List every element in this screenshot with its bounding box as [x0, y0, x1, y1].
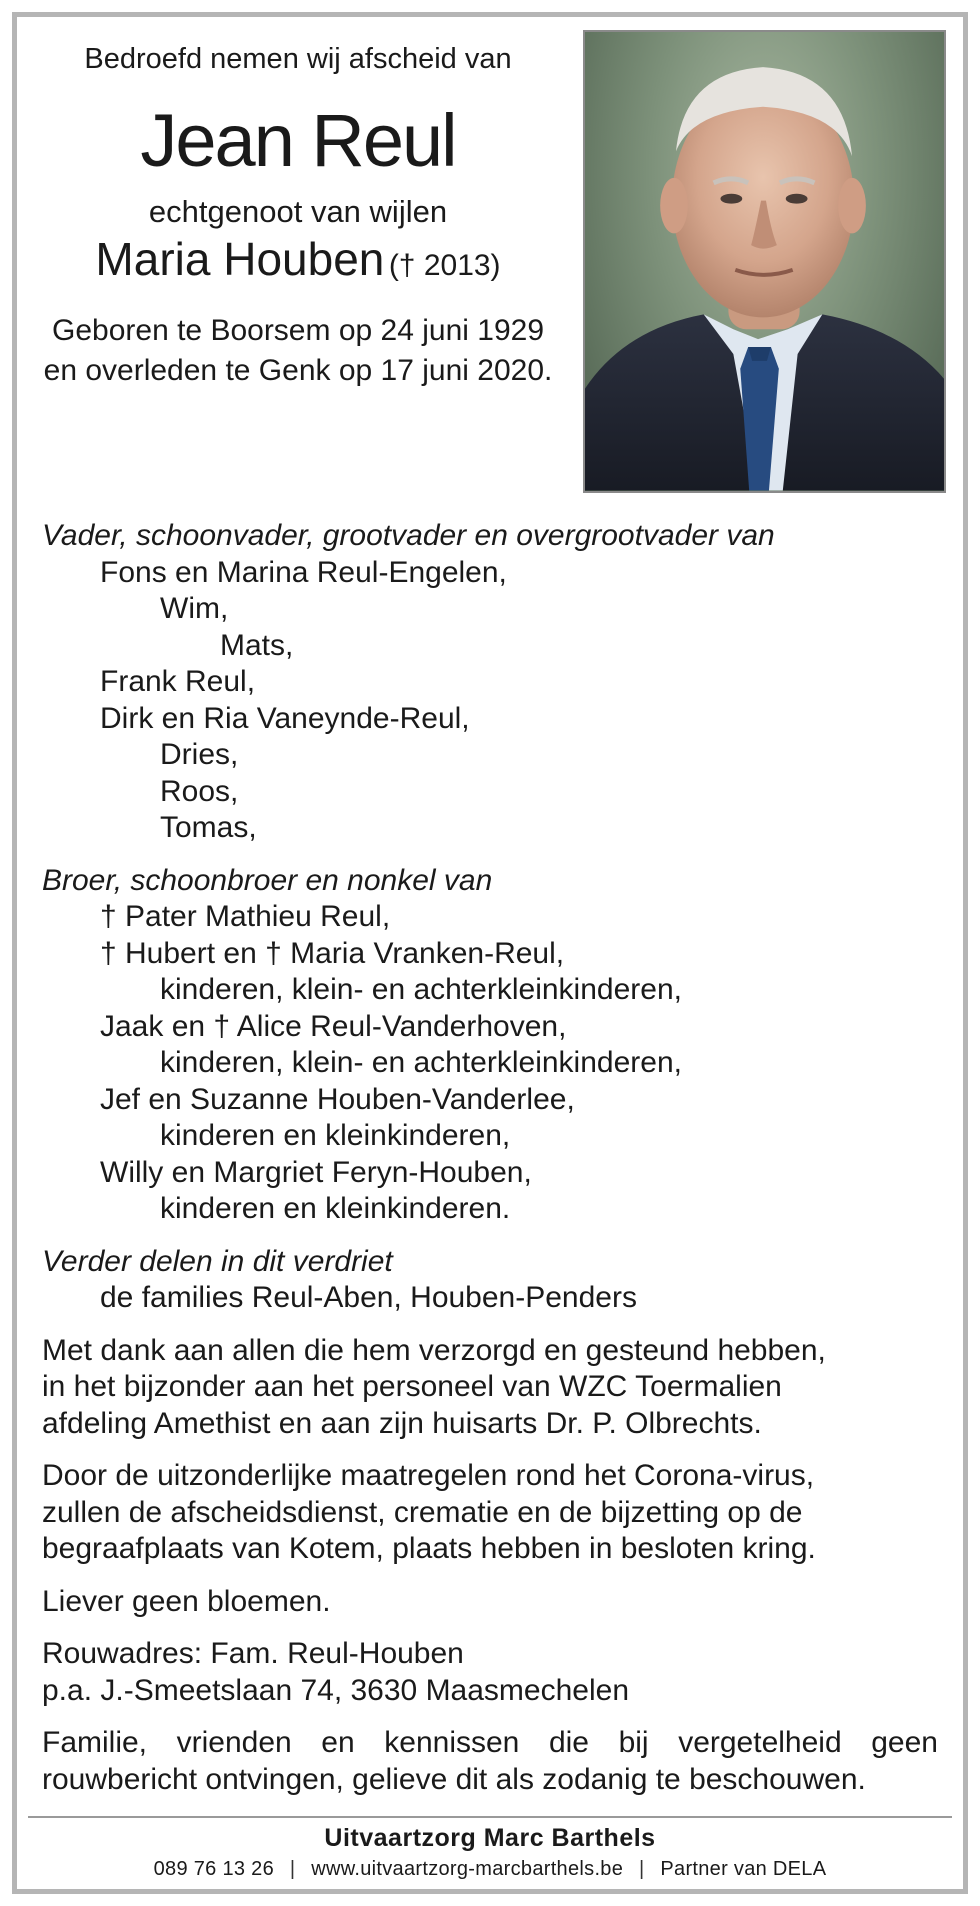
family-line: Fons en Marina Reul-Engelen,	[100, 555, 507, 589]
funeral-home-name: Uitvaartzorg Marc Barthels	[324, 1824, 656, 1852]
portrait-illustration	[585, 32, 944, 491]
corona-line: zullen de afscheidsdienst, crematie en de bijzetting op de	[42, 1495, 803, 1529]
family-line: Willy en Margriet Feryn-Houben,	[100, 1155, 532, 1189]
deceased-name: Jean Reul	[140, 99, 456, 182]
family-line: † Hubert en † Maria Vranken-Reul,	[100, 936, 565, 970]
died-line: en overleden te Genk op 17 juni 2020.	[43, 354, 553, 387]
others-heading: Verder delen in dit verdriet	[42, 1244, 393, 1278]
address-line: Rouwadres: Fam. Reul-Houben	[42, 1637, 464, 1670]
notice-paragraph	[42, 1725, 938, 1798]
footer-separator: |	[289, 1858, 296, 1880]
footer-partner: Partner van DELA	[660, 1858, 827, 1880]
siblings-section	[42, 863, 938, 1228]
thanks-line: afdeling Amethist en aan zijn huisarts Dr. P. Olbrechts.	[42, 1406, 762, 1440]
thanks-line: in het bijzonder aan het personeel van WZC Toermalien	[42, 1370, 782, 1403]
spouse-death-year: († 2013)	[388, 249, 501, 282]
footer-contact	[28, 1854, 952, 1884]
notice-line: rouwbericht ontvingen, gelieve dit als zodanig te beschouwen.	[42, 1762, 866, 1796]
children-heading: Vader, schoonvader, grootvader en overgrootvader van	[42, 519, 775, 552]
family-line: Frank Reul,	[100, 665, 256, 698]
spouse-label: echtgenoot van wijlen	[148, 194, 448, 229]
siblings-heading: Broer, schoonbroer en nonkel van	[42, 863, 493, 897]
spouse-name: Maria Houben	[95, 233, 385, 285]
family-line: kinderen en kleinkinderen,	[160, 1119, 511, 1152]
obituary-header	[18, 25, 578, 391]
spouse-line	[18, 231, 578, 287]
mourning-address	[42, 1636, 938, 1709]
born-line: Geboren te Boorsem op 24 juni 1929	[52, 314, 544, 347]
notice-line: Familie, vrienden en kennissen die bij vergetelheid geen	[42, 1726, 938, 1759]
funeral-home-footer	[28, 1816, 952, 1884]
family-line: Jef en Suzanne Houben-Vanderlee,	[100, 1082, 575, 1116]
family-line: Roos,	[160, 774, 239, 808]
thanks-paragraph	[42, 1333, 938, 1443]
footer-website[interactable]: www.uitvaartzorg-marcbarthels.be	[311, 1858, 624, 1880]
footer-separator: |	[639, 1858, 645, 1880]
corona-line: Door de uitzonderlijke maatregelen rond het Corona-virus,	[42, 1459, 815, 1492]
corona-line: begraafplaats van Kotem, plaats hebben in besloten kring.	[42, 1532, 816, 1565]
family-line: kinderen en kleinkinderen.	[160, 1192, 511, 1225]
family-line: Mats,	[220, 628, 294, 662]
family-line: kinderen, klein- en achterkleinkinderen,	[160, 1046, 682, 1079]
thanks-line: Met dank aan allen die hem verzorgd en gesteund hebben,	[42, 1333, 826, 1367]
family-line: Dries,	[160, 738, 239, 771]
family-line: Jaak en † Alice Reul-Vanderhoven,	[100, 1009, 567, 1043]
address-line: p.a. J.-Smeetslaan 74, 3630 Maasmechelen	[42, 1673, 630, 1707]
family-line: de families Reul-Aben, Houben-Penders	[100, 1281, 637, 1314]
family-line: Wim,	[160, 592, 229, 625]
obituary-body	[42, 518, 938, 1798]
children-section	[42, 518, 938, 847]
family-line: † Pater Mathieu Reul,	[100, 900, 391, 933]
portrait-photo	[583, 30, 946, 493]
birth-death-info	[18, 311, 578, 391]
footer-phone: 089 76 13 26	[153, 1858, 274, 1880]
family-line: Dirk en Ria Vaneynde-Reul,	[100, 701, 470, 735]
intro-text: Bedroefd nemen wij afscheid van	[84, 43, 512, 75]
family-line: kinderen, klein- en achterkleinkinderen,	[160, 973, 682, 1006]
others-section	[42, 1244, 938, 1317]
corona-paragraph	[42, 1458, 938, 1568]
flowers-note: Liever geen bloemen.	[42, 1584, 331, 1618]
family-line: Tomas,	[160, 811, 257, 844]
